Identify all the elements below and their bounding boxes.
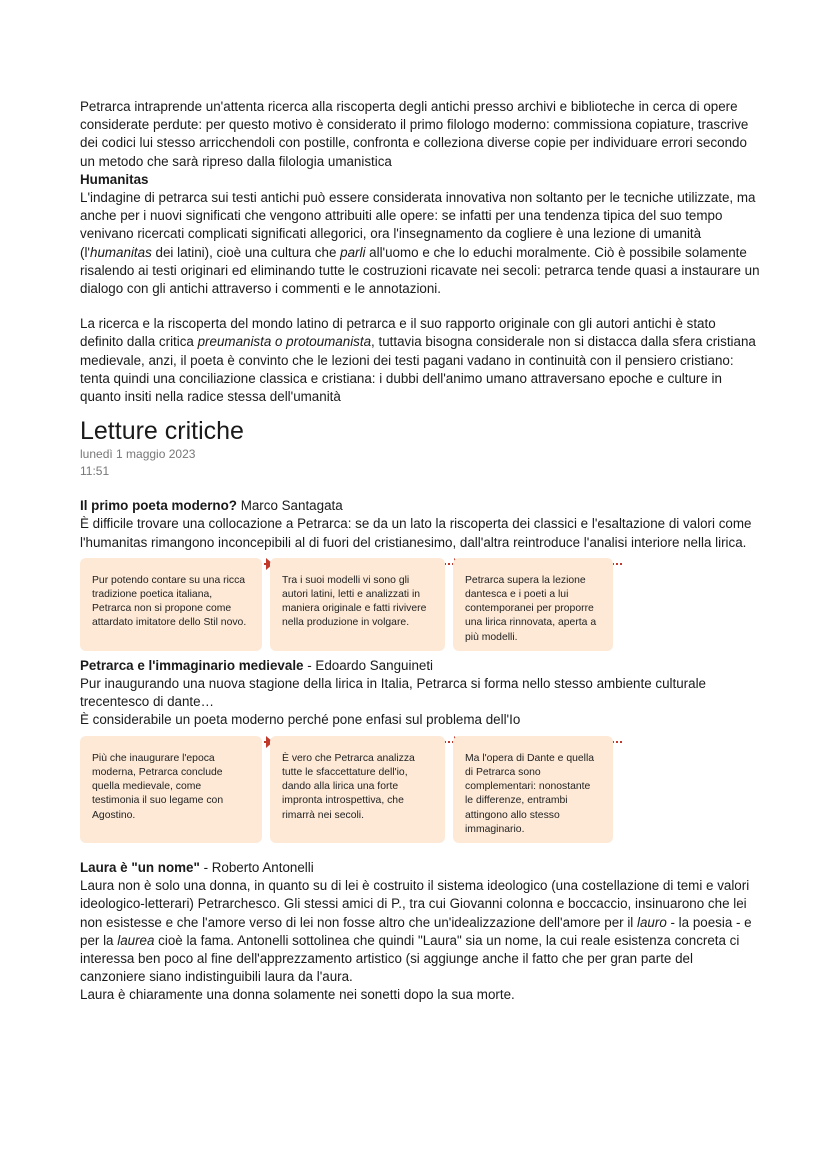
argument-box-2: Tra i suoi modelli vi sono gli autori latini, letti e analizzati in maniera originale e fatti rivivere nella produzione in volgare. (270, 558, 445, 651)
reading-2-text-1: Pur inaugurando una nuova stagione della lirica in Italia, Petrarca si forma nello stesso ambiente culturale trecentesco di dante… (80, 676, 706, 710)
argomentazione-2 (80, 736, 760, 843)
section-date: lunedì 1 maggio 2023 (80, 447, 196, 462)
argument-box-2: È vero che Petrarca analizza tutte le sfaccettature dell'io, dando alla lirica una forte impronta introspettiva, che rimarrà nei secoli. (270, 736, 445, 843)
humanitas-heading: Humanitas (80, 171, 149, 187)
argument-box-1: Pur potendo contare su una ricca tradizione poetica italiana, Petrarca non si propone come attardato imitatore dello Stil novo. (80, 558, 262, 651)
intro-paragraph-1: Petrarca intraprende un'attenta ricerca alla riscoperta degli antichi presso archivi e biblioteche in cerca di opere considerate perdute: per questo motivo è considerato il primo filologo moderno: commissiona copiature, trascrive dei codici lui stesso arricchendoli con postille, confronta e colleziona diverse copie per individuare errori secondo un metodo che sarà ripreso dalla filologia umanistica (80, 99, 749, 169)
reading-1-text: È difficile trovare una collocazione a Petrarca: se da un lato la riscoperta dei classici e l'esaltazione di valori come l'humanitas rimangono inconcepibili al di fuori del cristianesimo, dall'altra reintroduce l'analisi interiore nella lirica. (80, 516, 752, 550)
reading-2-text-2: È considerabile un poeta moderno perché pone enfasi sul problema dell'Io (80, 712, 521, 728)
reading-3-text: Laura non è solo una donna, in quanto su di lei è costruito il sistema ideologico (una costellazione di temi e valori ideologico-letterari) Petrarchesco. Gli stessi amici di P., tra cui Giovanni colonna e boccaccio, insinuarono che lei non esistesse e che l'amore verso di lei non fosse altro che un'idealizzazione dell'amore per il lauro - la poesia - e per la laurea cioè la fama. Antonelli sottolinea che quindi "Laura" sia un nome, la cui reale esistenza concreta ci interessa ben poco al fine dell'apprezzamento artistico (si aggiunge anche il fatto che per gran parte del canzoniere siano indistinguibili laura da l'aura. (80, 878, 752, 985)
argument-box-3: Ma l'opera di Dante e quella di Petrarca sono complementari: nonostante le differenze, entrambi attingono allo stesso immaginario. (453, 736, 613, 843)
reading-3-title: Laura è "un nome" - Roberto Antonelli (80, 859, 314, 875)
argument-box-3: Petrarca supera la lezione dantesca e i poeti a lui contemporanei per proporre una lirica rinnovata, aperta a più modelli. (453, 558, 613, 651)
intro-paragraph-2: L'indagine di petrarca sui testi antichi può essere considerata innovativa non soltanto per le tecniche utilizzate, ma anche per i nuovi significati che vengono attribuiti alle opere: se infatti per una tendenza tipica del suo tempo venivano ricercati complicati significati allegorici, ora l'insegnamento da cogliere è una lezione di umanità (l'humanitas dei latini), cioè una cultura che parli all'uomo e che lo educhi moralmente. Ciò è possibile solamente risalendo ai testi originari ed eliminando tutte le costruzioni ricavate nei secoli: petrarca tende quasi a instaurare un dialogo con gli antichi attraverso i commenti e le annotazioni. (80, 190, 760, 297)
document-page (80, 98, 760, 1005)
section-title: Letture critiche (80, 417, 244, 446)
reading-1-title: Il primo poeta moderno? Marco Santagata (80, 498, 343, 514)
reading-3-conclusion: Laura è chiaramente una donna solamente nei sonetti dopo la sua morte. (80, 987, 515, 1003)
reading-2-title: Petrarca e l'immaginario medievale - Edoardo Sanguineti (80, 657, 434, 673)
argomentazione-1 (80, 558, 760, 651)
argument-box-1: Più che inaugurare l'epoca moderna, Petrarca conclude quella medievale, come testimonia il suo legame con Agostino. (80, 736, 262, 843)
section-time: 11:51 (80, 464, 110, 479)
intro-paragraph-3: La ricerca e la riscoperta del mondo latino di petrarca e il suo rapporto originale con gli autori antichi è stato definito dalla critica preumanista o protoumanista, tuttavia bisogna considerale non si distacca dalla sfera cristiana medievale, anzi, il poeta è convinto che le lezioni dei testi pagani vadano in continuità con il pensiero cristiano: tenta quindi una conciliazione classica e cristiana: i dubbi dell'animo umano attraversano epoche e culture in quanto insiti nella radice stessa dell'umanità (80, 316, 756, 405)
